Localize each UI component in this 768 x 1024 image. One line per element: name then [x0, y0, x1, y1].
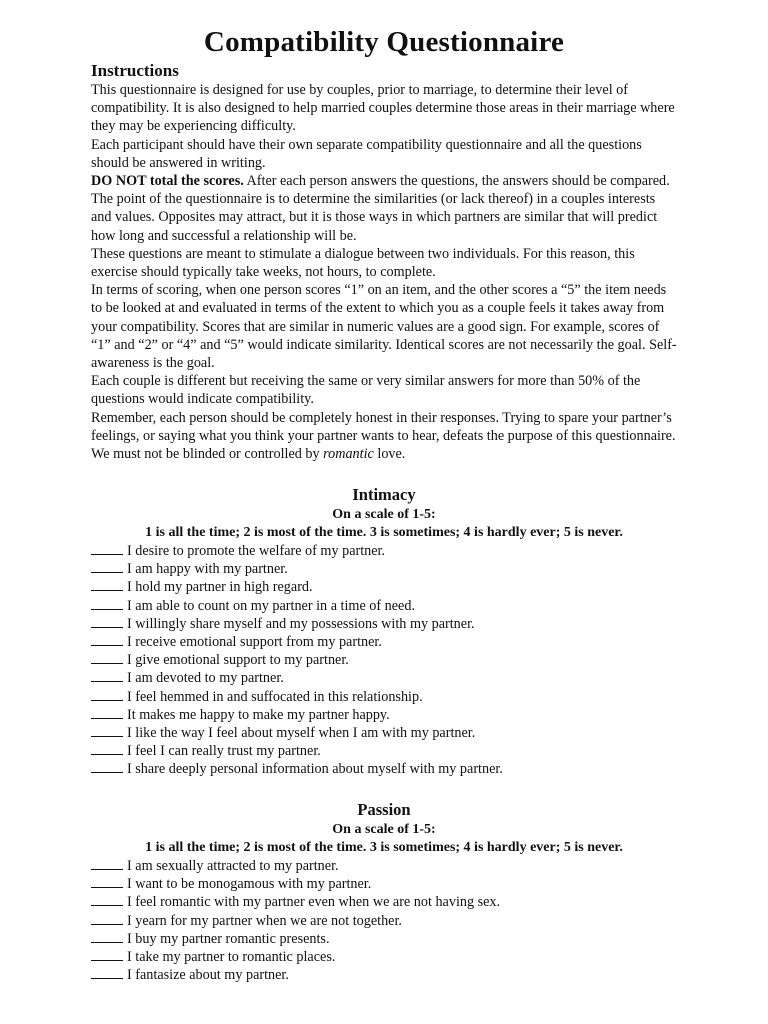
item-text: I desire to promote the welfare of my partner.	[127, 543, 386, 559]
item-text: I yearn for my partner when we are not together.	[127, 912, 402, 929]
item-text: I give emotional support to my partner.	[127, 652, 349, 669]
list-item	[91, 633, 691, 651]
instructions-body	[91, 81, 677, 463]
list-item	[91, 948, 691, 966]
list-item	[91, 875, 691, 893]
list-item	[91, 560, 691, 578]
item-text: I hold my partner in high regard.	[127, 579, 313, 596]
list-item	[91, 542, 691, 560]
instructions-paragraph-7	[91, 409, 677, 464]
list-item	[91, 651, 691, 669]
answer-blank[interactable]	[91, 912, 123, 925]
list-item	[91, 578, 691, 596]
item-text: I feel hemmed in and suffocated in this relationship.	[127, 688, 423, 705]
item-text: I like the way I feel about myself when I am with my partner.	[127, 725, 476, 742]
list-item	[91, 930, 691, 948]
item-text: I want to be monogamous with my partner.	[127, 876, 372, 893]
scale-line-2: 1 is all the time; 2 is most of the time. 3 is sometimes; 4 is hardly ever; 5 is never.	[145, 525, 623, 541]
scale-line-1: On a scale of 1-5:	[332, 507, 436, 522]
scale-line-1: On a scale of 1-5:	[332, 822, 436, 837]
item-text: I am able to count on my partner in a time of need.	[127, 597, 415, 614]
answer-blank[interactable]	[91, 875, 123, 888]
instructions-paragraph-4: These questions are meant to stimulate a dialogue between two individuals. For this reason, this exercise should typically take weeks, not hours, to complete.	[91, 245, 635, 281]
romantic-emphasis: romantic	[323, 446, 374, 463]
item-text: It makes me happy to make my partner happy.	[127, 706, 390, 723]
list-item	[91, 912, 691, 930]
answer-blank[interactable]	[91, 578, 123, 591]
answer-blank[interactable]	[91, 948, 123, 961]
instructions-paragraph-6: Each couple is different but receiving the same or very similar answers for more than 50% of the questions would indicate compatibility.	[91, 373, 641, 408]
section-title-intimacy: Intimacy	[352, 485, 416, 504]
answer-blank[interactable]	[91, 893, 123, 906]
instructions-paragraph-5: In terms of scoring, when one person scores “1” on an item, and the other scores a “5” the item needs to be looked at and evaluated in terms of the extent to which you as a couple feels it takes away from your compatibility. Scores that are similar in numeric values are a good sign. For example, scores of “1” and “2” or “4” and “5” would indicate similarity. Identical scores are not necessarily the goal. Self-awareness is the goal.	[91, 282, 677, 372]
intimacy-item-list	[91, 542, 691, 779]
scale-intimacy	[0, 506, 768, 542]
item-text: I share deeply personal information about myself with my partner.	[127, 761, 503, 778]
answer-blank[interactable]	[91, 966, 123, 979]
instructions-paragraph-3	[91, 172, 677, 245]
list-item	[91, 966, 691, 984]
list-item	[91, 669, 691, 687]
passion-item-list	[91, 857, 691, 984]
item-text: I feel I can really trust my partner.	[127, 743, 321, 760]
item-text: I am sexually attracted to my partner.	[127, 858, 339, 874]
answer-blank[interactable]	[91, 597, 123, 610]
instructions-paragraph-7-end: love.	[373, 446, 406, 463]
list-item	[91, 893, 691, 911]
list-item	[91, 724, 691, 742]
list-item	[91, 615, 691, 633]
scale-passion	[0, 821, 768, 857]
list-item	[91, 742, 691, 760]
instructions-heading: Instructions	[91, 61, 179, 80]
answer-blank[interactable]	[91, 760, 123, 773]
instructions-paragraph-2: Each participant should have their own separate compatibility questionnaire and all the questions should be answered in writing.	[91, 136, 642, 171]
answer-blank[interactable]	[91, 724, 123, 737]
answer-blank[interactable]	[91, 651, 123, 664]
item-text: I buy my partner romantic presents.	[127, 930, 330, 947]
item-text: I receive emotional support from my partner.	[127, 634, 382, 651]
answer-blank[interactable]	[91, 560, 123, 573]
item-text: I am happy with my partner.	[127, 561, 288, 578]
answer-blank[interactable]	[91, 633, 123, 646]
answer-blank[interactable]	[91, 930, 123, 943]
instructions-paragraph-1: This questionnaire is designed for use by couples, prior to marriage, to determine their level of compatibility. It is also designed to help married couples determine those areas in their marriage where they may be experiencing difficulty.	[91, 82, 675, 135]
answer-blank[interactable]	[91, 706, 123, 719]
answer-blank[interactable]	[91, 857, 123, 870]
answer-blank[interactable]	[91, 542, 123, 555]
item-text: I fantasize about my partner.	[127, 967, 289, 984]
answer-blank[interactable]	[91, 742, 123, 755]
do-not-total-warning: DO NOT total the scores.	[91, 173, 244, 190]
scale-line-2: 1 is all the time; 2 is most of the time. 3 is sometimes; 4 is hardly ever; 5 is never.	[145, 840, 623, 856]
item-text: I am devoted to my partner.	[127, 670, 284, 687]
section-title-passion: Passion	[357, 800, 411, 819]
item-text: I take my partner to romantic places.	[127, 949, 336, 966]
list-item	[91, 688, 691, 706]
list-item	[91, 760, 691, 778]
instructions-paragraph-3-text: After each person answers the questions, the answers should be compared. The point of the questionnaire is to determine the similarities (or lack thereof) in a couples interests and values. Opposites may attract, but it is those ways in which partners are similar that will predict how long and successful a relationship will be.	[91, 173, 670, 244]
answer-blank[interactable]	[91, 669, 123, 682]
item-text: I willingly share myself and my possessions with my partner.	[127, 615, 475, 632]
item-text: I feel romantic with my partner even when we are not having sex.	[127, 894, 501, 911]
instructions-paragraph-7-start: Remember, each person should be completely honest in their responses. Trying to spare your partner’s feelings, or saying what you think your partner wants to hear, defeats the purpose of this questionnaire. We must not be blinded or controlled by	[91, 409, 676, 463]
list-item	[91, 857, 691, 875]
answer-blank[interactable]	[91, 688, 123, 701]
list-item	[91, 597, 691, 615]
list-item	[91, 706, 691, 724]
page-title: Compatibility Questionnaire	[203, 26, 565, 58]
answer-blank[interactable]	[91, 615, 123, 628]
